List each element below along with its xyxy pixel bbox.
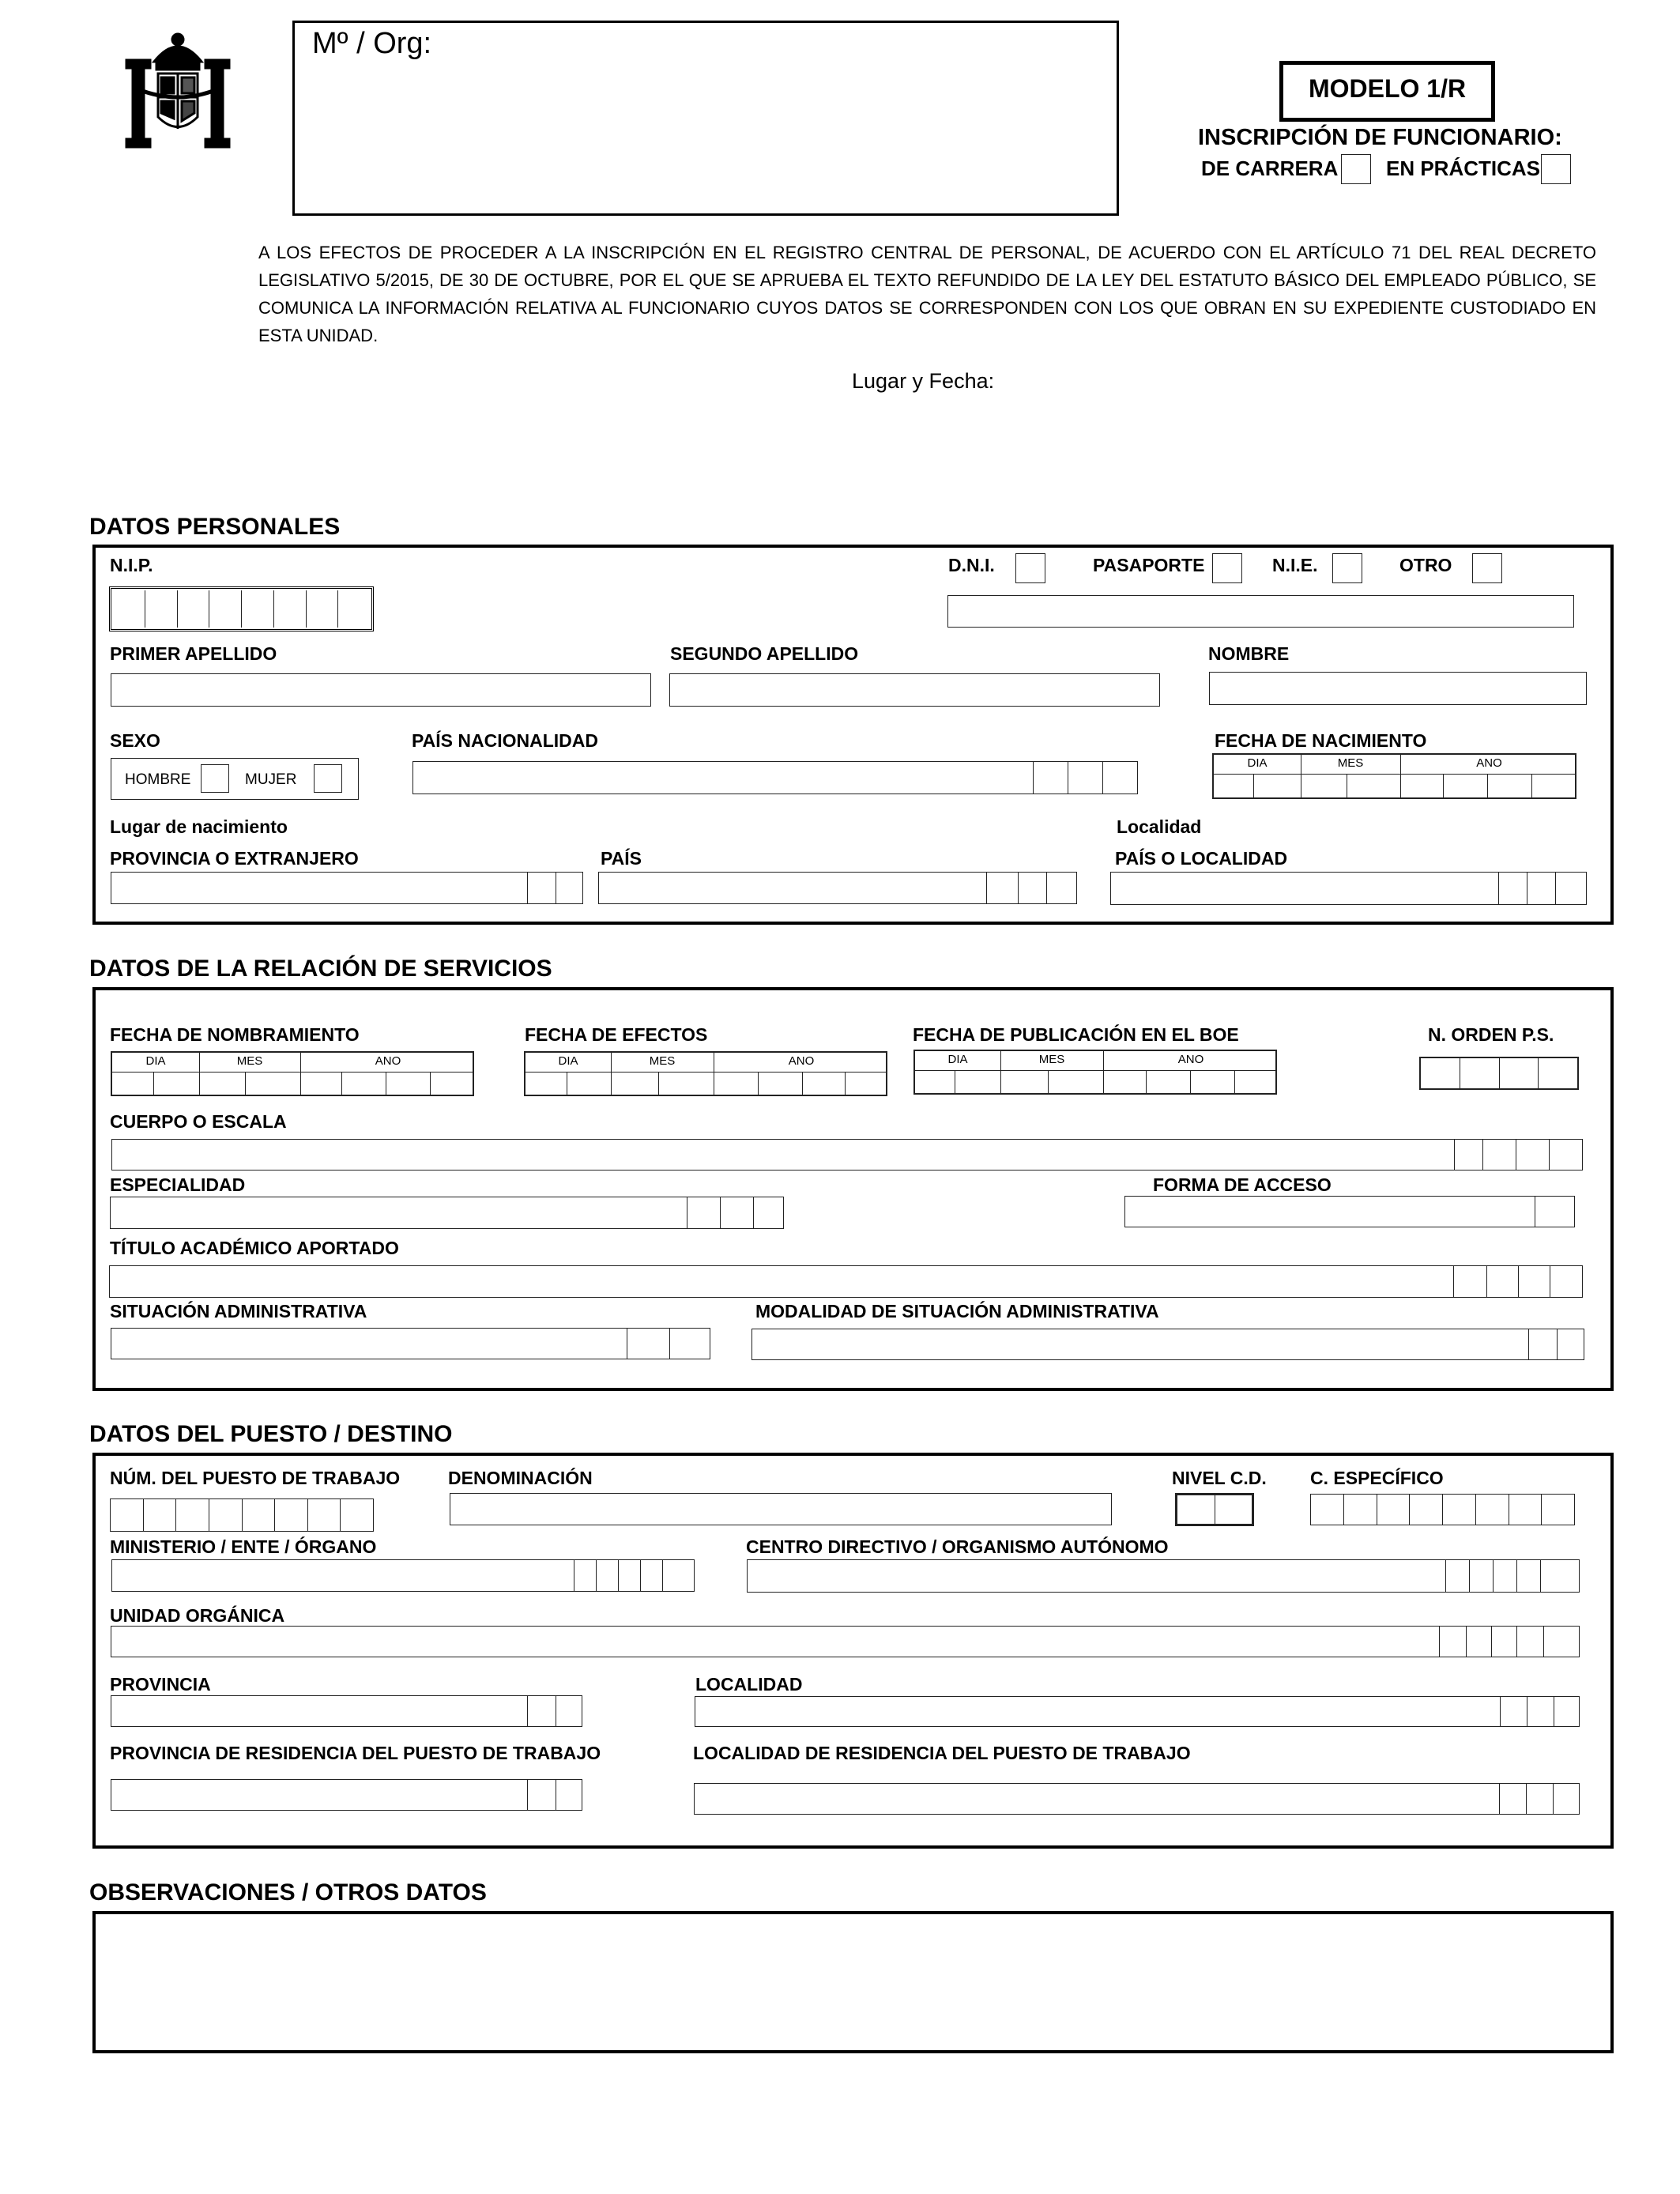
nivel-cd-label: NIVEL C.D.	[1172, 1468, 1267, 1488]
c-especifico-cells[interactable]	[1310, 1494, 1575, 1525]
cuerpo-escala-input[interactable]	[111, 1139, 1583, 1171]
situacion-admin-input[interactable]	[111, 1328, 710, 1359]
nivel-cd-cells[interactable]	[1175, 1493, 1254, 1526]
dia-label: DIA	[1247, 756, 1268, 770]
situacion-admin-label: SITUACIÓN ADMINISTRATIVA	[110, 1301, 367, 1321]
dia-label: DIA	[558, 1054, 578, 1068]
unidad-organica-input[interactable]	[111, 1626, 1580, 1657]
dia-label: DIA	[145, 1054, 166, 1068]
ministerio-label: MINISTERIO / ENTE / ÓRGANO	[110, 1536, 377, 1557]
localidad-head-label: Localidad	[1117, 816, 1202, 837]
otro-label: OTRO	[1399, 555, 1452, 575]
datos-personales-title: DATOS PERSONALES	[89, 514, 341, 540]
modelo-label: MODELO 1/R	[1308, 74, 1467, 103]
inscripcion-title: INSCRIPCIÓN DE FUNCIONARIO:	[1198, 125, 1562, 150]
provincia-extranjero-input[interactable]	[111, 872, 583, 904]
mes-label: MES	[1337, 756, 1364, 770]
dia-label: DIA	[947, 1053, 968, 1066]
unidad-organica-label: UNIDAD ORGÁNICA	[110, 1605, 285, 1626]
localidad-label: LOCALIDAD	[695, 1674, 803, 1695]
de-carrera-checkbox[interactable]	[1341, 154, 1371, 184]
segundo-apellido-label: SEGUNDO APELLIDO	[670, 643, 859, 664]
fecha-publicacion-label: FECHA DE PUBLICACIÓN EN EL BOE	[913, 1024, 1239, 1045]
localidad-residencia-label: LOCALIDAD DE RESIDENCIA DEL PUESTO DE TRABAJO	[693, 1743, 1191, 1763]
pais-localidad-label: PAÍS O LOCALIDAD	[1115, 848, 1288, 869]
fecha-efectos-label: FECHA DE EFECTOS	[525, 1024, 708, 1045]
pasaporte-checkbox[interactable]	[1212, 553, 1242, 583]
num-puesto-cells[interactable]	[110, 1498, 374, 1532]
pais-input[interactable]	[598, 872, 1077, 904]
nip-label: N.I.P.	[110, 555, 153, 575]
nie-label: N.I.E.	[1272, 555, 1318, 575]
ano-label: ANO	[1177, 1053, 1204, 1066]
especialidad-label: ESPECIALIDAD	[110, 1174, 246, 1195]
nombre-label: NOMBRE	[1208, 643, 1290, 664]
de-carrera-label: DE CARRERA	[1201, 156, 1339, 180]
provincia-residencia-label: PROVINCIA DE RESIDENCIA DEL PUESTO DE TRABAJO	[110, 1743, 601, 1763]
fecha-nacimiento-date[interactable]	[1212, 753, 1576, 799]
titulo-academico-input[interactable]	[109, 1265, 1583, 1298]
dni-checkbox[interactable]	[1015, 553, 1045, 583]
lugar-nacimiento-label: Lugar de nacimiento	[110, 816, 288, 837]
primer-apellido-input[interactable]	[111, 673, 651, 707]
fecha-nombramiento-date[interactable]	[111, 1051, 474, 1096]
ano-label: ANO	[788, 1054, 815, 1068]
fecha-nacimiento-label: FECHA DE NACIMIENTO	[1215, 730, 1427, 751]
denominacion-input[interactable]	[450, 1493, 1112, 1525]
denominacion-label: DENOMINACIÓN	[448, 1468, 593, 1488]
localidad-input[interactable]	[695, 1696, 1580, 1727]
forma-acceso-label: FORMA DE ACCESO	[1153, 1174, 1332, 1195]
hombre-label: HOMBRE	[125, 771, 191, 788]
fecha-publicacion-date[interactable]	[913, 1050, 1277, 1095]
pais-nacionalidad-input[interactable]	[412, 761, 1138, 794]
provincia-residencia-input[interactable]	[111, 1779, 582, 1811]
en-practicas-checkbox[interactable]	[1541, 154, 1571, 184]
provincia-label: PROVINCIA	[110, 1674, 211, 1695]
mes-label: MES	[1038, 1053, 1065, 1066]
ano-label: ANO	[1476, 756, 1502, 770]
observaciones-textarea[interactable]	[92, 1911, 1614, 2053]
centro-directivo-input[interactable]	[747, 1559, 1580, 1593]
nombre-input[interactable]	[1209, 672, 1587, 705]
otro-checkbox[interactable]	[1472, 553, 1502, 583]
fecha-nombramiento-label: FECHA DE NOMBRAMIENTO	[110, 1024, 360, 1045]
mujer-checkbox[interactable]	[314, 764, 342, 793]
c-especifico-label: C. ESPECÍFICO	[1310, 1468, 1444, 1488]
mujer-label: MUJER	[245, 771, 297, 788]
mes-label: MES	[236, 1054, 263, 1068]
localidad-residencia-input[interactable]	[694, 1783, 1580, 1815]
pais-nacionalidad-label: PAÍS NACIONALIDAD	[412, 730, 598, 751]
document-number-input[interactable]	[947, 595, 1574, 628]
orden-ps-label: N. ORDEN P.S.	[1428, 1024, 1554, 1045]
pasaporte-label: PASAPORTE	[1093, 555, 1205, 575]
spain-coat-of-arms-logo	[119, 30, 237, 155]
orden-ps-cells[interactable]	[1419, 1057, 1579, 1090]
primer-apellido-label: PRIMER APELLIDO	[110, 643, 277, 664]
en-practicas-label: EN PRÁCTICAS	[1386, 156, 1541, 180]
dni-label: D.N.I.	[948, 555, 995, 575]
ministerio-input[interactable]	[111, 1559, 695, 1592]
nie-checkbox[interactable]	[1332, 553, 1362, 583]
segundo-apellido-input[interactable]	[669, 673, 1160, 707]
forma-acceso-input[interactable]	[1124, 1196, 1575, 1227]
num-puesto-label: NÚM. DEL PUESTO DE TRABAJO	[110, 1468, 401, 1488]
fecha-efectos-date[interactable]	[524, 1051, 887, 1096]
hombre-checkbox[interactable]	[201, 764, 229, 793]
lugar-fecha-label: Lugar y Fecha:	[852, 369, 995, 393]
observaciones-title: OBSERVACIONES / OTROS DATOS	[89, 1879, 487, 1906]
centro-directivo-label: CENTRO DIRECTIVO / ORGANISMO AUTÓNOMO	[746, 1536, 1169, 1557]
org-label: Mº / Org:	[312, 27, 432, 60]
cuerpo-escala-label: CUERPO O ESCALA	[110, 1111, 287, 1132]
titulo-academico-label: TÍTULO ACADÉMICO APORTADO	[110, 1238, 399, 1258]
pais-localidad-input[interactable]	[1110, 872, 1587, 905]
datos-servicios-title: DATOS DE LA RELACIÓN DE SERVICIOS	[89, 956, 552, 982]
ano-label: ANO	[375, 1054, 401, 1068]
intro-text: A LOS EFECTOS DE PROCEDER A LA INSCRIPCIÓN EN EL REGISTRO CENTRAL DE PERSONAL, DE ACUERDO CON EL ARTÍCULO 71 DEL REAL DECRETO LEGISLATIVO 5/2015, DE 30 DE OCTUBRE, POR EL QUE SE APRUEBA EL TEXTO REFUNDIDO DE LA LEY DEL ESTATUTO BÁSICO DEL EMPLEADO PÚBLICO, SE COMUNICA LA INFORMACIÓN RELATIVA AL FUNCIONARIO CUYOS DATOS SE CORRESPONDEN CON LOS QUE OBRAN EN SU EXPEDIENTE CUSTODIADO EN ESTA UNIDAD.	[258, 243, 1596, 345]
nip-cells[interactable]	[109, 586, 374, 631]
provincia-input[interactable]	[111, 1695, 582, 1727]
provincia-extranjero-label: PROVINCIA O EXTRANJERO	[110, 848, 359, 869]
datos-puesto-title: DATOS DEL PUESTO / DESTINO	[89, 1421, 453, 1447]
especialidad-input[interactable]	[110, 1197, 784, 1229]
sexo-label: SEXO	[110, 730, 160, 751]
mes-label: MES	[649, 1054, 676, 1068]
modalidad-situacion-input[interactable]	[751, 1329, 1584, 1360]
modalidad-situacion-label: MODALIDAD DE SITUACIÓN ADMINISTRATIVA	[755, 1301, 1159, 1321]
pais-label: PAÍS	[601, 848, 642, 869]
